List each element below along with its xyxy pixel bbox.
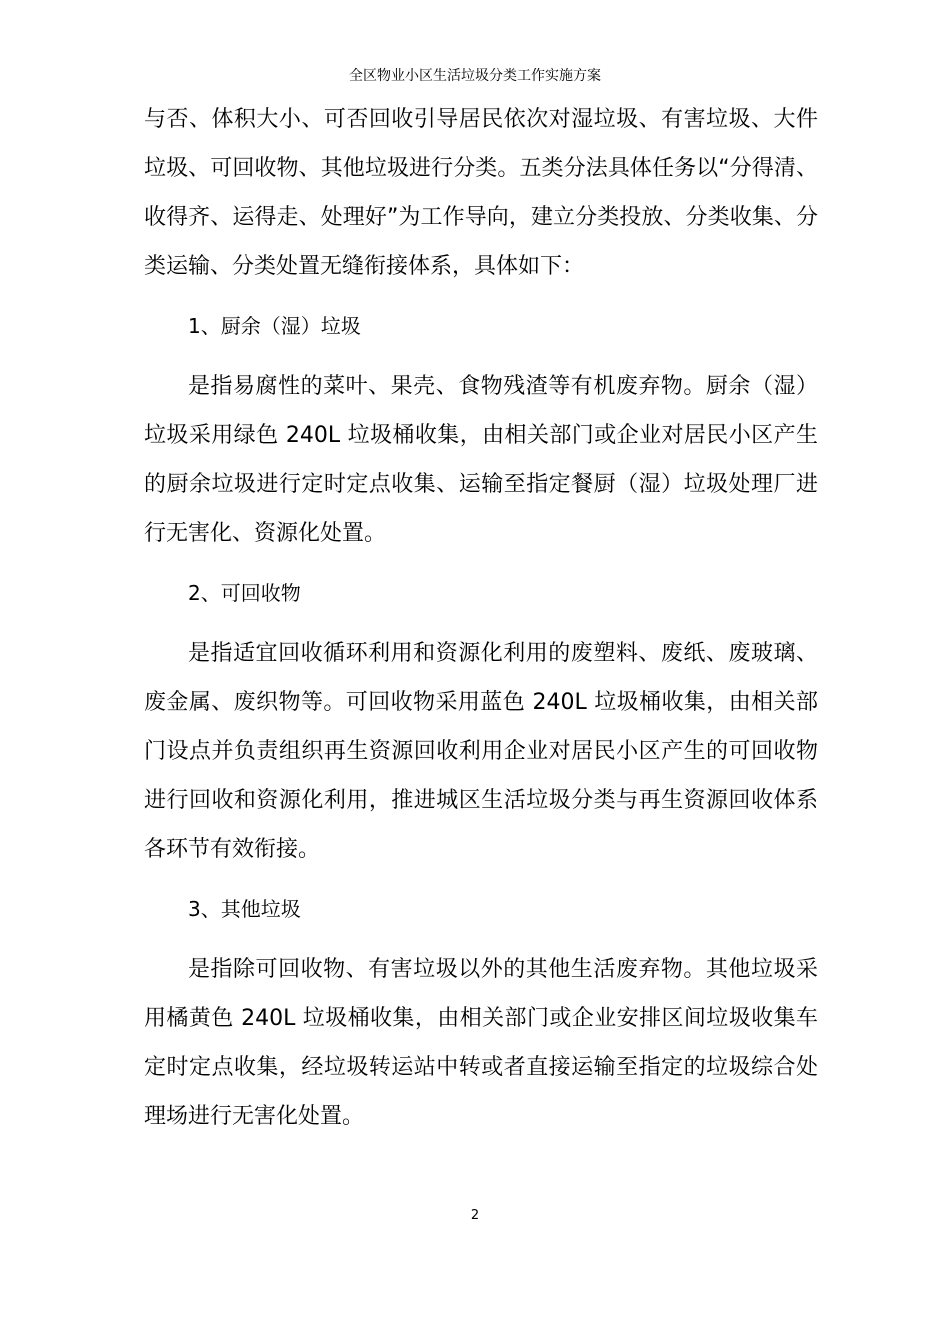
running-header: 全区物业小区生活垃圾分类工作实施方案 xyxy=(349,68,601,84)
page-number: 2 xyxy=(470,1208,480,1223)
document-body xyxy=(144,95,818,1141)
section-heading-recyclables: 2、可回收物 xyxy=(188,581,301,605)
section-paragraph-kitchen-waste: 是指易腐性的菜叶、果壳、食物残渣等有机废弃物。厨余（湿）垃圾采用绿色 240L 垃圾桶收集，由相关部门或企业对居民小区产生的厨余垃圾进行定时定点收集、运输至指定餐厨（湿）垃圾处理厂进行无害化、资源化处置。 xyxy=(144,374,818,546)
section-heading-kitchen-waste: 1、厨余（湿）垃圾 xyxy=(188,314,361,338)
intro-paragraph: 与否、体积大小、可否回收引导居民依次对湿垃圾、有害垃圾、大件垃圾、可回收物、其他垃圾进行分类。五类分法具体任务以“分得清、收得齐、运得走、处理好”为工作导向，建立分类投放、分类收集、分类运输、分类处置无缝衔接体系，具体如下： xyxy=(144,107,818,279)
section-paragraph-other-waste: 是指除可回收物、有害垃圾以外的其他生活废弃物。其他垃圾采用橘黄色 240L 垃圾桶收集，由相关部门或企业安排区间垃圾收集车定时定点收集，经垃圾转运站中转或者直接运输至指定的垃圾综合处理场进行无害化处置。 xyxy=(144,957,818,1129)
section-paragraph-recyclables: 是指适宜回收循环利用和资源化利用的废塑料、废纸、废玻璃、废金属、废织物等。可回收物采用蓝色 240L 垃圾桶收集，由相关部门设点并负责组织再生资源回收利用企业对居民小区产生的可回收物进行回收和资源化利用，推进城区生活垃圾分类与再生资源回收体系各环节有效衔接。 xyxy=(144,641,818,862)
section-heading-other-waste: 3、其他垃圾 xyxy=(188,897,301,921)
